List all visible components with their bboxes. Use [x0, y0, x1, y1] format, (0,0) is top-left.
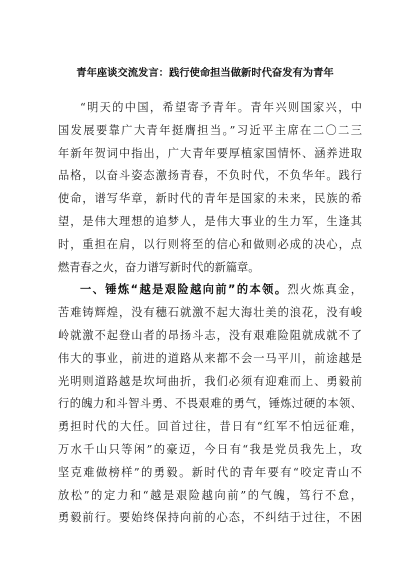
paragraph-line: 万水千山只等闲”的豪迈，今日有“我是党员我先上，攻: [58, 442, 362, 456]
paragraph-line: 伟大的事业，前进的道路从来都不会一马平川，前途越是: [58, 351, 362, 365]
section-heading: 一、锤炼“越是艰险越向前”的本领。: [80, 283, 288, 297]
paragraph-line: 苦难铸辉煌，没有穗石就激不起大海壮美的浪花，没有峻: [58, 306, 362, 320]
paragraph-line: 行的魄力和斗智斗勇、不畏艰难的勇气，锤炼过硬的本领、: [58, 397, 362, 411]
paragraph-line: 光明则道路越是坎坷曲折，我们必须有迎难而上、勇毅前: [58, 374, 362, 388]
paragraph-line: 放松”的定力和“越是艰险越向前”的气魄，笃行不怠，: [58, 488, 362, 502]
paragraph-line: 国发展要靠广大青年挺膺担当。”习近平主席在二〇二三: [58, 123, 362, 137]
paragraph-line: 岭就激不起登山者的昂扬斗志，没有艰难险阻就成就不了: [58, 328, 362, 342]
section-first-line-text: 烈火炼真金，: [287, 283, 362, 297]
paragraph-line: 望，是伟大理想的追梦人，是伟大事业的生力军，生逢其: [58, 214, 362, 228]
paragraph-line: 时，重担在肩，以行则将至的信心和做则必成的决心，点: [58, 237, 362, 251]
paragraph-line: 年新年贺词中指出，广大青年要厚植家国情怀、涵养进取: [58, 146, 362, 160]
paragraph-line: 勇毅前行。要始终保持向前的心态，不纠结于过往，不困: [58, 511, 362, 525]
paragraph-line: “明天的中国，希望寄予青年。青年兴则国家兴，中: [80, 101, 362, 114]
paragraph-line: 使命，谱写华章，新时代的青年是国家的未来，民族的希: [58, 192, 362, 206]
paragraph-line: 品格，以奋斗姿态激扬青春，不负时代，不负华年。践行: [58, 169, 362, 183]
paragraph-line: 燃青春之火，奋力谱写新时代的新篇章。: [58, 260, 260, 274]
document-title: 青年座谈交流发言：践行使命担当做新时代奋发有为青年: [76, 67, 334, 79]
paragraph-line: 勇担时代的大任。回首过往，昔日有“红军不怕远征难，: [58, 420, 362, 434]
paragraph-line: 坚克难做榜样”的勇毅。新时代的青年要有“咬定青山不: [58, 465, 362, 479]
section-first-line: [58, 279, 362, 302]
document-body: [58, 97, 362, 530]
